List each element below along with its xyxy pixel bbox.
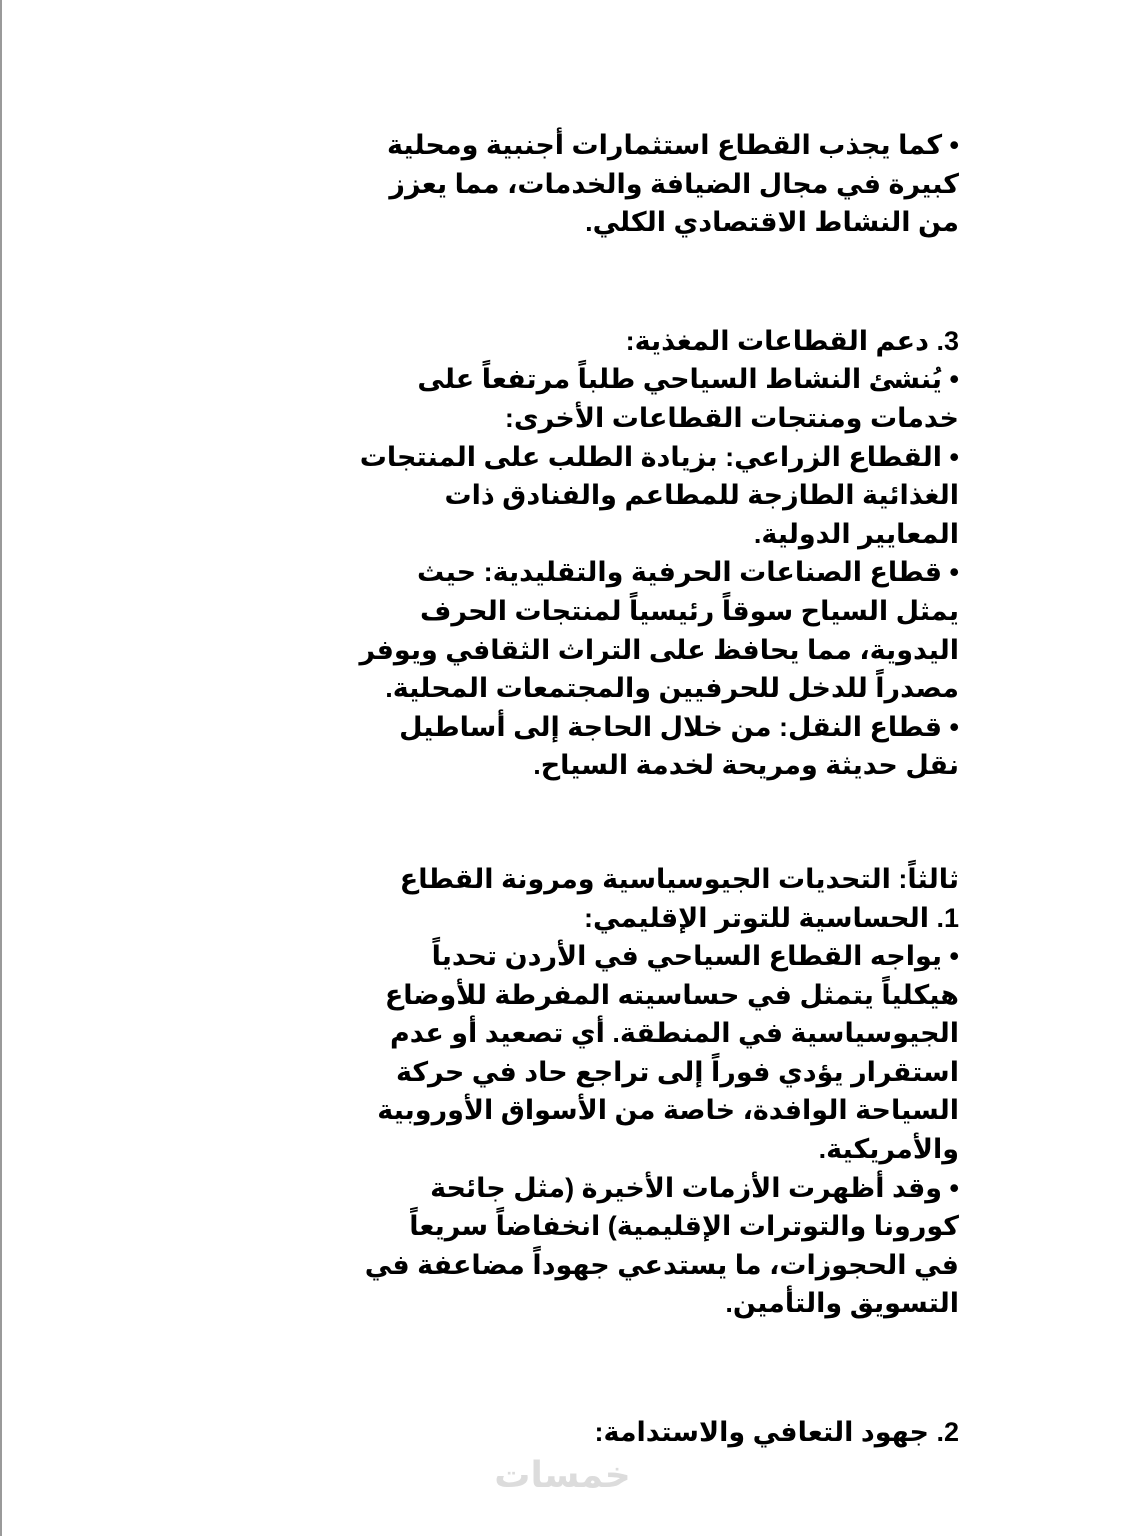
- watermark-logo: خمسات: [494, 1455, 631, 1496]
- investment-paragraph-block: [359, 126, 959, 242]
- section-heading-recovery: 2. جهود التعافي والاستدامة:: [594, 1417, 959, 1448]
- paragraph-agriculture: • القطاع الزراعي: بزيادة الطلب على المنتجات الغذائية الطازجة للمطاعم والفنادق ذات المعايير الدولية.: [359, 441, 959, 549]
- recovery-section: [359, 1413, 959, 1452]
- paragraph-demand: • يُنشئ النشاط السياحي طلباً مرتفعاً على خدمات ومنتجات القطاعات الأخرى:: [417, 364, 959, 433]
- document-body: [359, 126, 959, 1452]
- paragraph-transport: • قطاع النقل: من خلال الحاجة إلى أساطيل نقل حديثة ومريحة لخدمة السياح.: [399, 711, 959, 781]
- page-edge: [0, 0, 2, 1536]
- section-heading-feeder-sectors: 3. دعم القطاعات المغذية:: [625, 325, 959, 356]
- feeder-sectors-section: [359, 322, 959, 785]
- section-heading-regional-tension: 1. الحساسية للتوتر الإقليمي:: [584, 902, 959, 933]
- section-title-geopolitical: ثالثاً: التحديات الجيوسياسية ومرونة القطاع: [399, 863, 959, 894]
- paragraph-sensitivity: • يواجه القطاع السياحي في الأردن تحدياً هيكلياً يتمثل في حساسيته المفرطة للأوضاع الجيوسياسية في المنطقة. أي تصعيد أو عدم استقرار يؤدي فوراً إلى تراجع حاد في حركة السياحة الوافدة، خاصة من الأسواق الأوروبية والأمريكية.: [377, 941, 959, 1165]
- paragraph-crafts: • قطاع الصناعات الحرفية والتقليدية: حيث يمثل السياح سوقاً رئيسياً لمنتجات الحرف اليدوية، مما يحافظ على التراث الثقافي ويوفر مصدراً للدخل للحرفيين والمجتمعات المحلية.: [359, 557, 959, 704]
- paragraph-crises: • وقد أظهرت الأزمات الأخيرة (مثل جائحة كورونا والتوترات الإقليمية) انخفاضاً سريعاً في الحجوزات، ما يستدعي جهوداً مضاعفة في التسويق والتأمين.: [364, 1172, 959, 1319]
- spacer: [359, 242, 959, 322]
- geopolitical-section: [359, 860, 959, 1323]
- spacer: [359, 1323, 959, 1413]
- paragraph-investment: • كما يجذب القطاع استثمارات أجنبية ومحلية كبيرة في مجال الضيافة والخدمات، مما يعزز من النشاط الاقتصادي الكلي.: [387, 130, 959, 238]
- spacer: [359, 785, 959, 860]
